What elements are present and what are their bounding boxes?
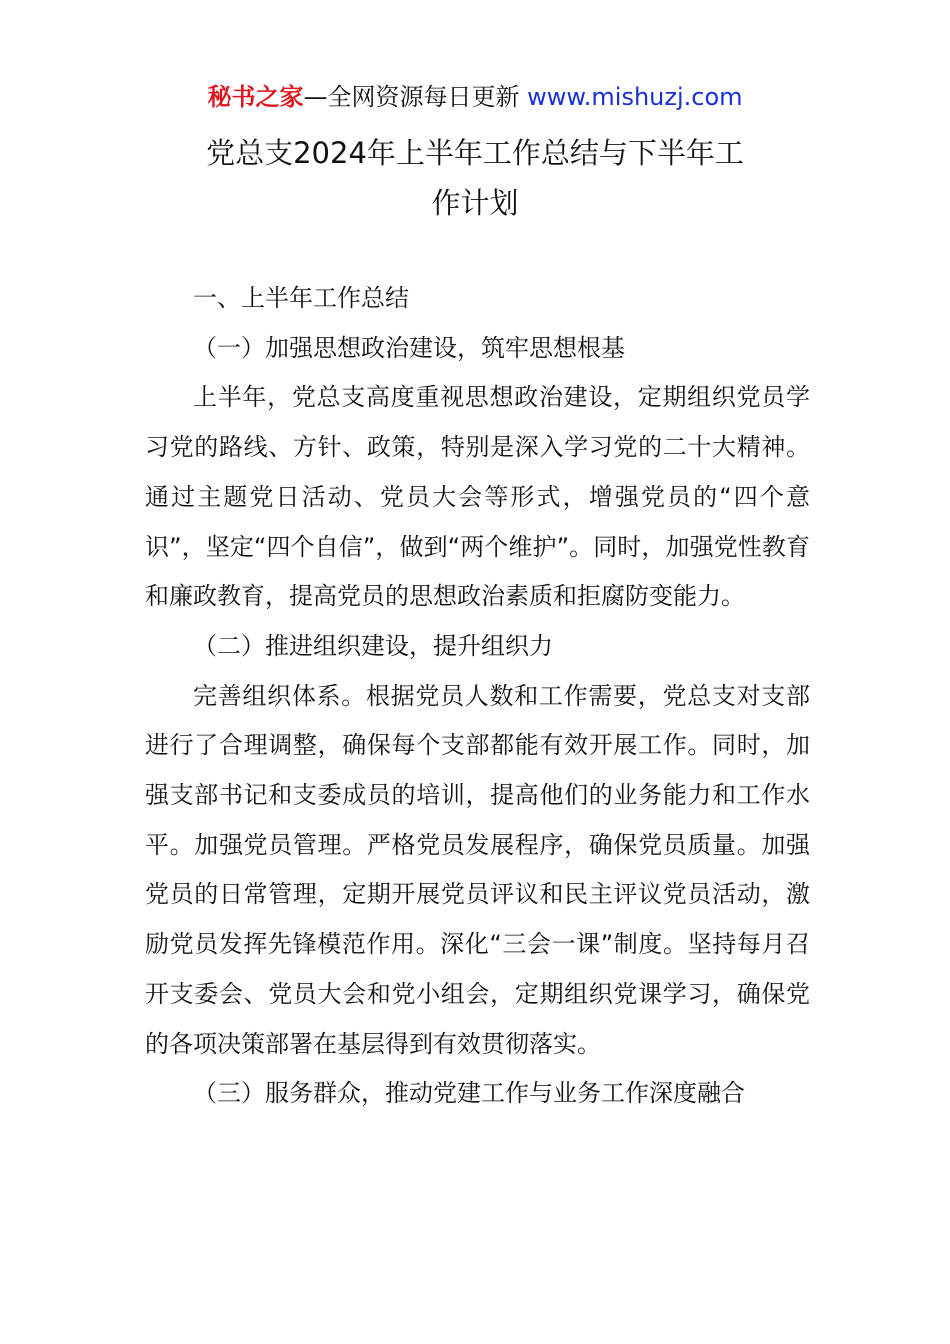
section-heading: 一、上半年工作总结 xyxy=(193,284,409,312)
site-header xyxy=(0,80,950,114)
document-body xyxy=(145,274,810,1119)
document-title xyxy=(140,128,810,228)
subsection-heading: （二）推进组织建设，提升组织力 xyxy=(193,631,553,660)
subsection-heading: （一）加强思想政治建设，筑牢思想根基 xyxy=(193,333,625,362)
document-title-line-2: 作计划 xyxy=(431,186,519,220)
site-brand: 秘书之家 xyxy=(207,83,304,111)
body-paragraph: 完善组织体系。根据党员人数和工作需要，党总支对支部进行了合理调整，确保每个支部都能有效开展工作。同时，加强支部书记和支委成员的培训，提高他们的业务能力和工作水平。加强党员管理。严格党员发展程序，确保党员质量。加强党员的日常管理，定期开展党员评议和民主评议党员活动，激励党员发挥先锋模范作用。深化“三会一课”制度。坚持每月召开支委会、党员大会和党小组会，定期组织党课学习，确保党的各项决策部署在基层得到有效贯彻落实。 xyxy=(145,681,810,1058)
site-url-link[interactable]: www.mishuzj.com xyxy=(527,83,743,111)
body-paragraph: 上半年，党总支高度重视思想政治建设，定期组织党员学习党的路线、方针、政策，特别是深入学习党的二十大精神。通过主题党日活动、党员大会等形式，增强党员的“四个意识”，坚定“四个自信”，做到“两个维护”。同时，加强党性教育和廉政教育，提高党员的思想政治素质和拒腐防变能力。 xyxy=(145,383,810,611)
subsection-heading: （三）服务群众，推动党建工作与业务工作深度融合 xyxy=(193,1079,745,1108)
document-title-line-1: 党总支2024年上半年工作总结与下半年工 xyxy=(206,136,744,170)
site-tagline: —全网资源每日更新 xyxy=(303,83,520,111)
